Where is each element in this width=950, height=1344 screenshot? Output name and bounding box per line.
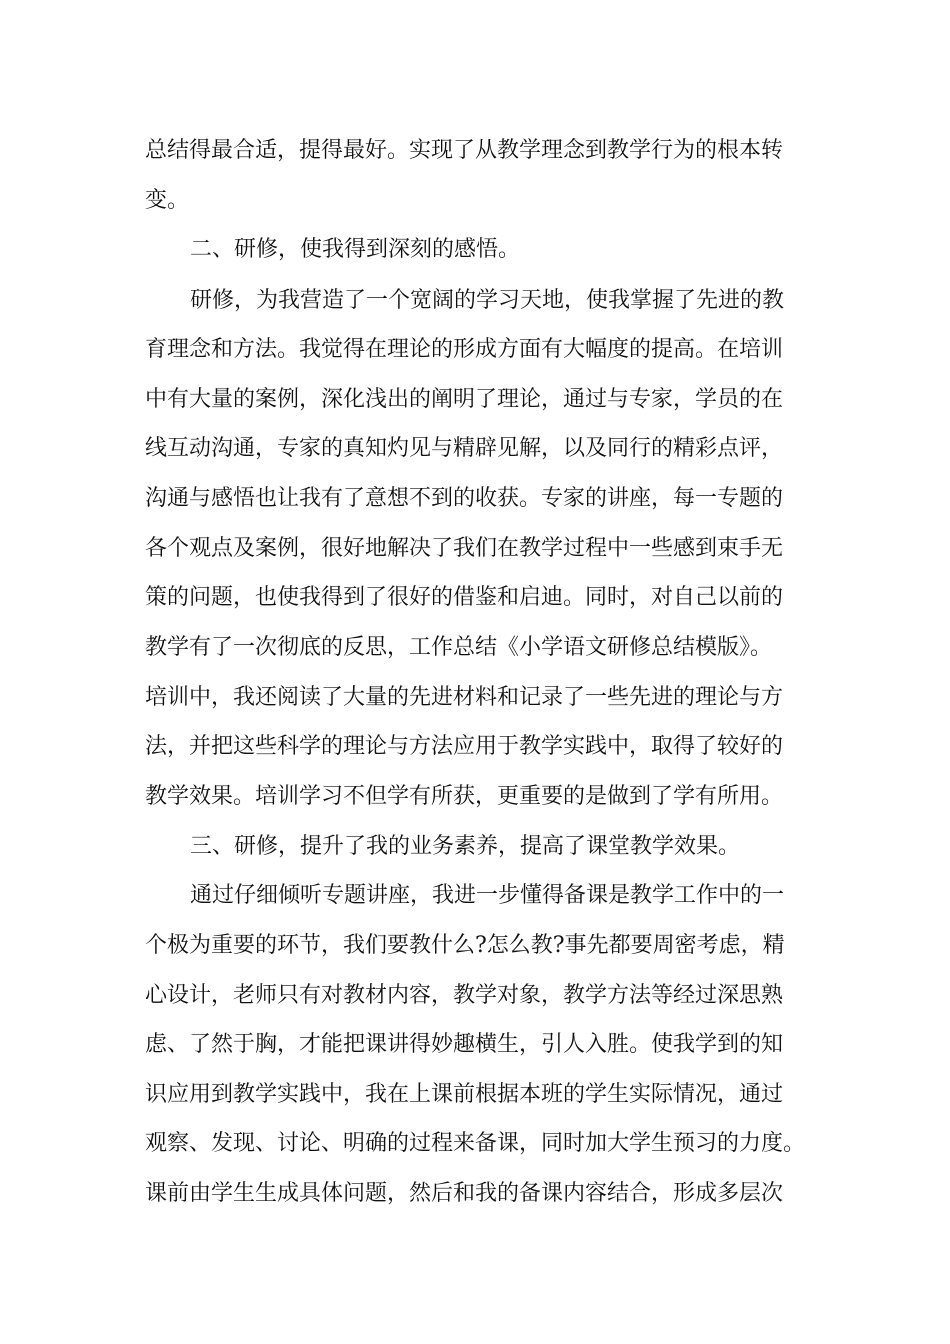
text-line [0, 281, 950, 321]
line-text: 中有大量的案例，深化浅出的阐明了理论，通过与专家，学员的在 [145, 387, 784, 412]
line-text: 沟通与感悟也让我有了意想不到的收获。专家的讲座，每一专题的 [145, 486, 784, 511]
text-line [0, 578, 950, 618]
line-text: 虑、了然于胸，才能把课讲得妙趣横生，引人入胜。使我学到的知 [145, 1032, 784, 1057]
text-line [0, 777, 950, 817]
text-line [0, 1174, 950, 1214]
text-line [0, 727, 950, 767]
line-text: 识应用到教学实践中，我在上课前根据本班的学生实际情况，通过 [145, 1082, 784, 1107]
text-line [0, 131, 950, 171]
line-text: 二、研修，使我得到深刻的感悟。 [190, 237, 521, 262]
text-line [0, 429, 950, 469]
text-line [0, 678, 950, 718]
text-line [0, 181, 950, 221]
line-text: 研修，为我营造了一个宽阔的学习天地，使我掌握了先进的教 [190, 288, 785, 313]
text-line [0, 330, 950, 370]
line-text: 教学效果。培训学习不但学有所获，更重要的是做到了学有所用。 [145, 784, 784, 809]
line-text: 育理念和方法。我觉得在理论的形成方面有大幅度的提高。在培训 [145, 337, 784, 362]
text-line [0, 479, 950, 519]
line-text: 变。 [145, 188, 190, 213]
text-line [0, 1075, 950, 1115]
section-heading [0, 230, 950, 270]
text-line [0, 1025, 950, 1065]
line-text: 培训中，我还阅读了大量的先进材料和记录了一些先进的理论与方 [145, 685, 784, 710]
text-line [0, 876, 950, 916]
line-text: 通过仔细倾听专题讲座，我进一步懂得备课是教学工作中的一 [190, 883, 785, 908]
line-text: 三、研修，提升了我的业务素养，提高了课堂教学效果。 [190, 834, 741, 859]
text-line [0, 380, 950, 420]
line-text: 课前由学生生成具体问题，然后和我的备课内容结合，形成多层次 [145, 1181, 784, 1206]
line-text: 法，并把这些科学的理论与方法应用于教学实践中，取得了较好的 [145, 734, 784, 759]
line-text: 线互动沟通，专家的真知灼见与精辟见解，以及同行的精彩点评， [145, 436, 784, 461]
text-line [0, 628, 950, 668]
text-line [0, 529, 950, 569]
section-heading [0, 827, 950, 867]
line-text: 总结得最合适，提得最好。实现了从教学理念到教学行为的根本转 [145, 138, 784, 163]
line-text: 观察、发现、讨论、明确的过程来备课，同时加大学生预习的力度。 [145, 1131, 806, 1156]
text-line [0, 976, 950, 1016]
text-line [0, 1124, 950, 1164]
text-line [0, 926, 950, 966]
line-text: 教学有了一次彻底的反思，工作总结《小学语文研修总结模版》。 [145, 635, 773, 660]
line-text: 各个观点及案例，很好地解决了我们在教学过程中一些感到束手无 [145, 536, 784, 561]
line-text: 个极为重要的环节，我们要教什么?怎么教?事先都要周密考虑，精 [145, 933, 785, 958]
line-text: 心设计，老师只有对教材内容，教学对象，教学方法等经过深思熟 [145, 983, 784, 1008]
line-text: 策的问题，也使我得到了很好的借鉴和启迪。同时，对自己以前的 [145, 585, 784, 610]
